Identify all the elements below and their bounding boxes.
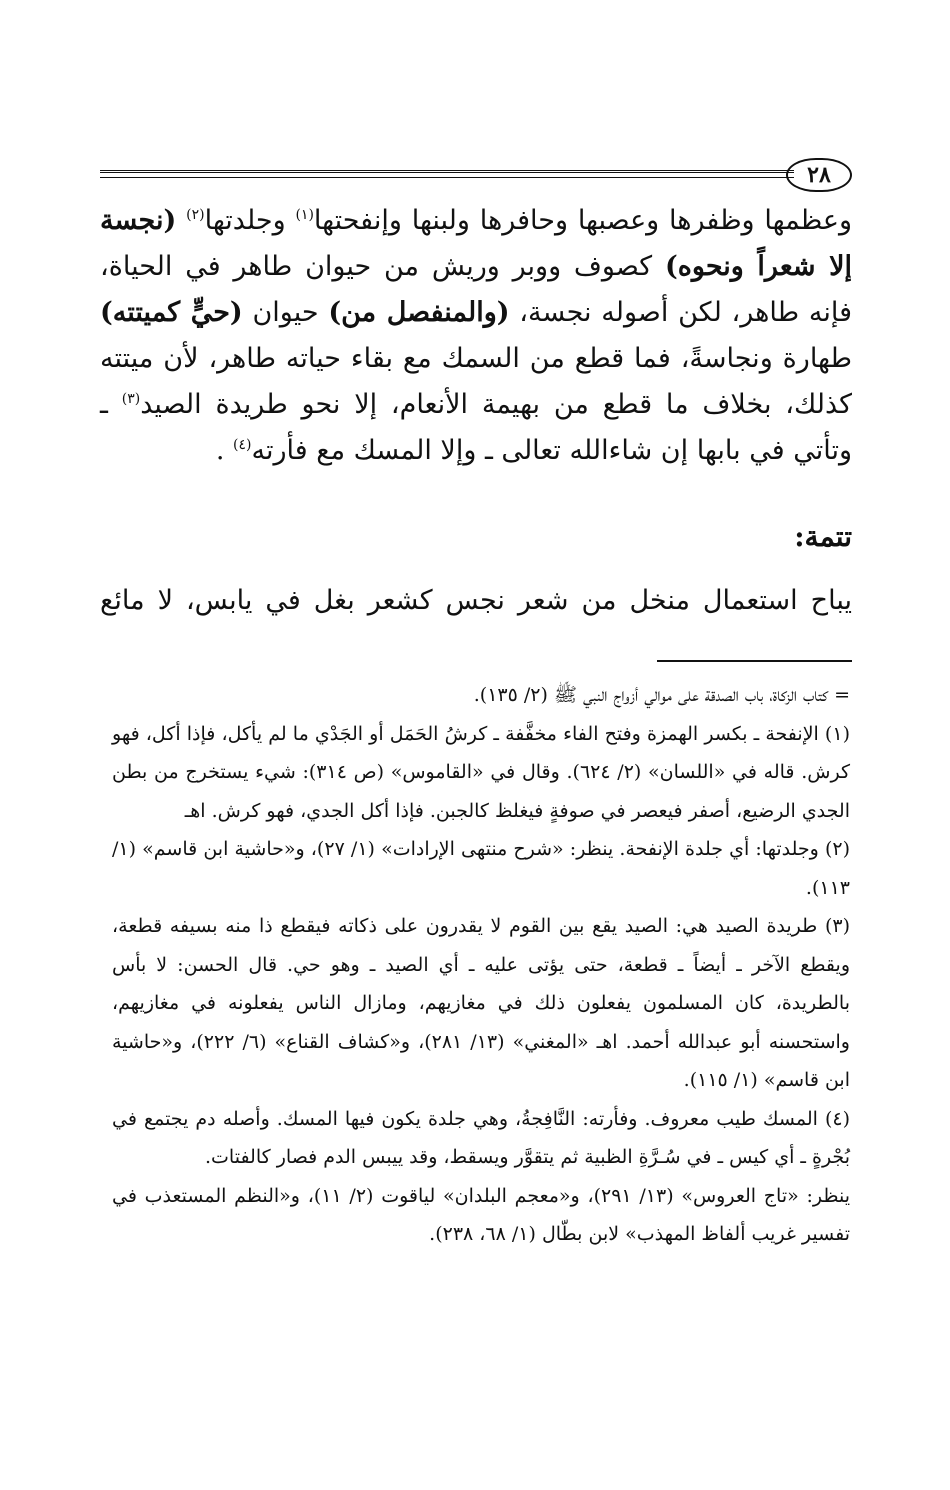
text-run: حيوان: [242, 297, 329, 328]
footnote-ref-3: (٣): [121, 391, 141, 407]
footnote-ref-4: (٤): [233, 437, 252, 453]
footnotes: [112, 676, 850, 1254]
footnote-1: (١) الإنفحة ـ بكسر الهمزة وفتح الفاء مخفَّفة ـ كرشُ الحَمَل أو الجَدْي ما لم يأكل، فإذا أكل، فهو كرش. قاله في «اللسان» (٢/ ٦٢٤). وقال في «القاموس» (ص ٣١٤): شيء يستخرج من بطن الجدي الرضيع، أصفر فيعصر في صوفةٍ فيغلظ كالجبن. فإذا أكل الجدي، فهو كرش. اهـ: [112, 722, 850, 822]
page-header: [100, 158, 852, 192]
footnote-continued: = كتاب الزكاة، باب الصدقة على موالي أزواج النبي ﷺ (٢/ ١٣٥).: [473, 684, 850, 706]
footnote-4: (٤) المسك طيب معروف. وفأرته: النَّافِجةُ، وهي جلدة يكون فيها المسك. وأصله دم يجتمع في بُجْرةٍ ـ أي كيس ـ في سُـرَّةِ الظبية ثم يتقوَّر ويسقط، وقد ييبس الدم فصار كالفتات.: [112, 1107, 850, 1168]
footnote-ref-1: (١): [295, 207, 314, 223]
bold-run: (حيٍّ كميتته): [100, 297, 243, 328]
footnote-separator: [657, 660, 852, 662]
main-text: [100, 198, 852, 474]
footnote-2: (٢) وجلدتها: أي جلدة الإنفحة. ينظر: «شرح منتهى الإرادات» (١/ ٢٧)، و«حاشية ابن قاسم» (١/ ١١٣).: [112, 838, 850, 899]
page-number: ٢٨: [786, 158, 852, 192]
text-run: .: [215, 435, 234, 466]
bold-run: (نجسة إلا شعراً ونحوه): [100, 205, 852, 282]
main-paragraph: [100, 198, 852, 474]
text-run: كصوف ووبر وريش من حيوان طاهر في الحياة، فإنه طاهر، لكن أصوله نجسة،: [100, 251, 852, 328]
continuation-text: يباح استعمال منخل من شعر نجس كشعر بغل في يابس، لا مائع: [100, 585, 852, 616]
text-run: طهارة ونجاسةً، فما قطع من السمك مع بقاء حياته طاهر، لأن ميتته كذلك، بخلاف ما قطع من بهيمة الأنعام، إلا نحو طريدة الصيد: [100, 343, 853, 420]
text-run: ـ وتأتي في بابها إن شاءالله تعالى ـ وإلا المسك مع فأرته: [100, 389, 852, 466]
footnote-4-sources: ينظر: «تاج العروس» (١٣/ ٢٩١)، و«معجم البلدان» لياقوت (٢/ ١١)، و«النظم المستعذب في تفسير غريب ألفاظ المهذب» لابن بطّال (١/ ٦٨، ٢٣٨).: [112, 1184, 850, 1245]
footnote-ref-2: (٢): [186, 207, 205, 223]
bold-run: (والمنفصل من): [328, 297, 510, 328]
section-heading: تتمة:: [794, 520, 852, 553]
footnote-3: (٣) طريدة الصيد هي: الصيد يقع بين القوم لا يقدرون على ذكاته فيقطع ذا منه بسيفه قطعة، ويقطع الآخر ـ أيضاً ـ قطعة، حتى يؤتى عليه ـ أي الصيد ـ وهو حي. قال الحسن: لا بأس بالطريدة، كان المسلمون يفعلون ذلك في مغازيهم، ومازال الناس يفعلونه في مغازيهم، واستحسنه أبو عبدالله أحمد. اهـ «المغني» (١٣/ ٢٨١)، و«كشاف القناع» (٦/ ٢٢٢)، و«حاشية ابن قاسم» (١/ ١١٥).: [112, 915, 850, 1091]
header-rule: [100, 170, 794, 178]
text-run: وعظمها وظفرها وعصبها وحافرها ولبنها وإنفحتها: [313, 205, 852, 236]
text-run: وجلدتها: [204, 205, 296, 236]
text-run: [176, 205, 186, 236]
